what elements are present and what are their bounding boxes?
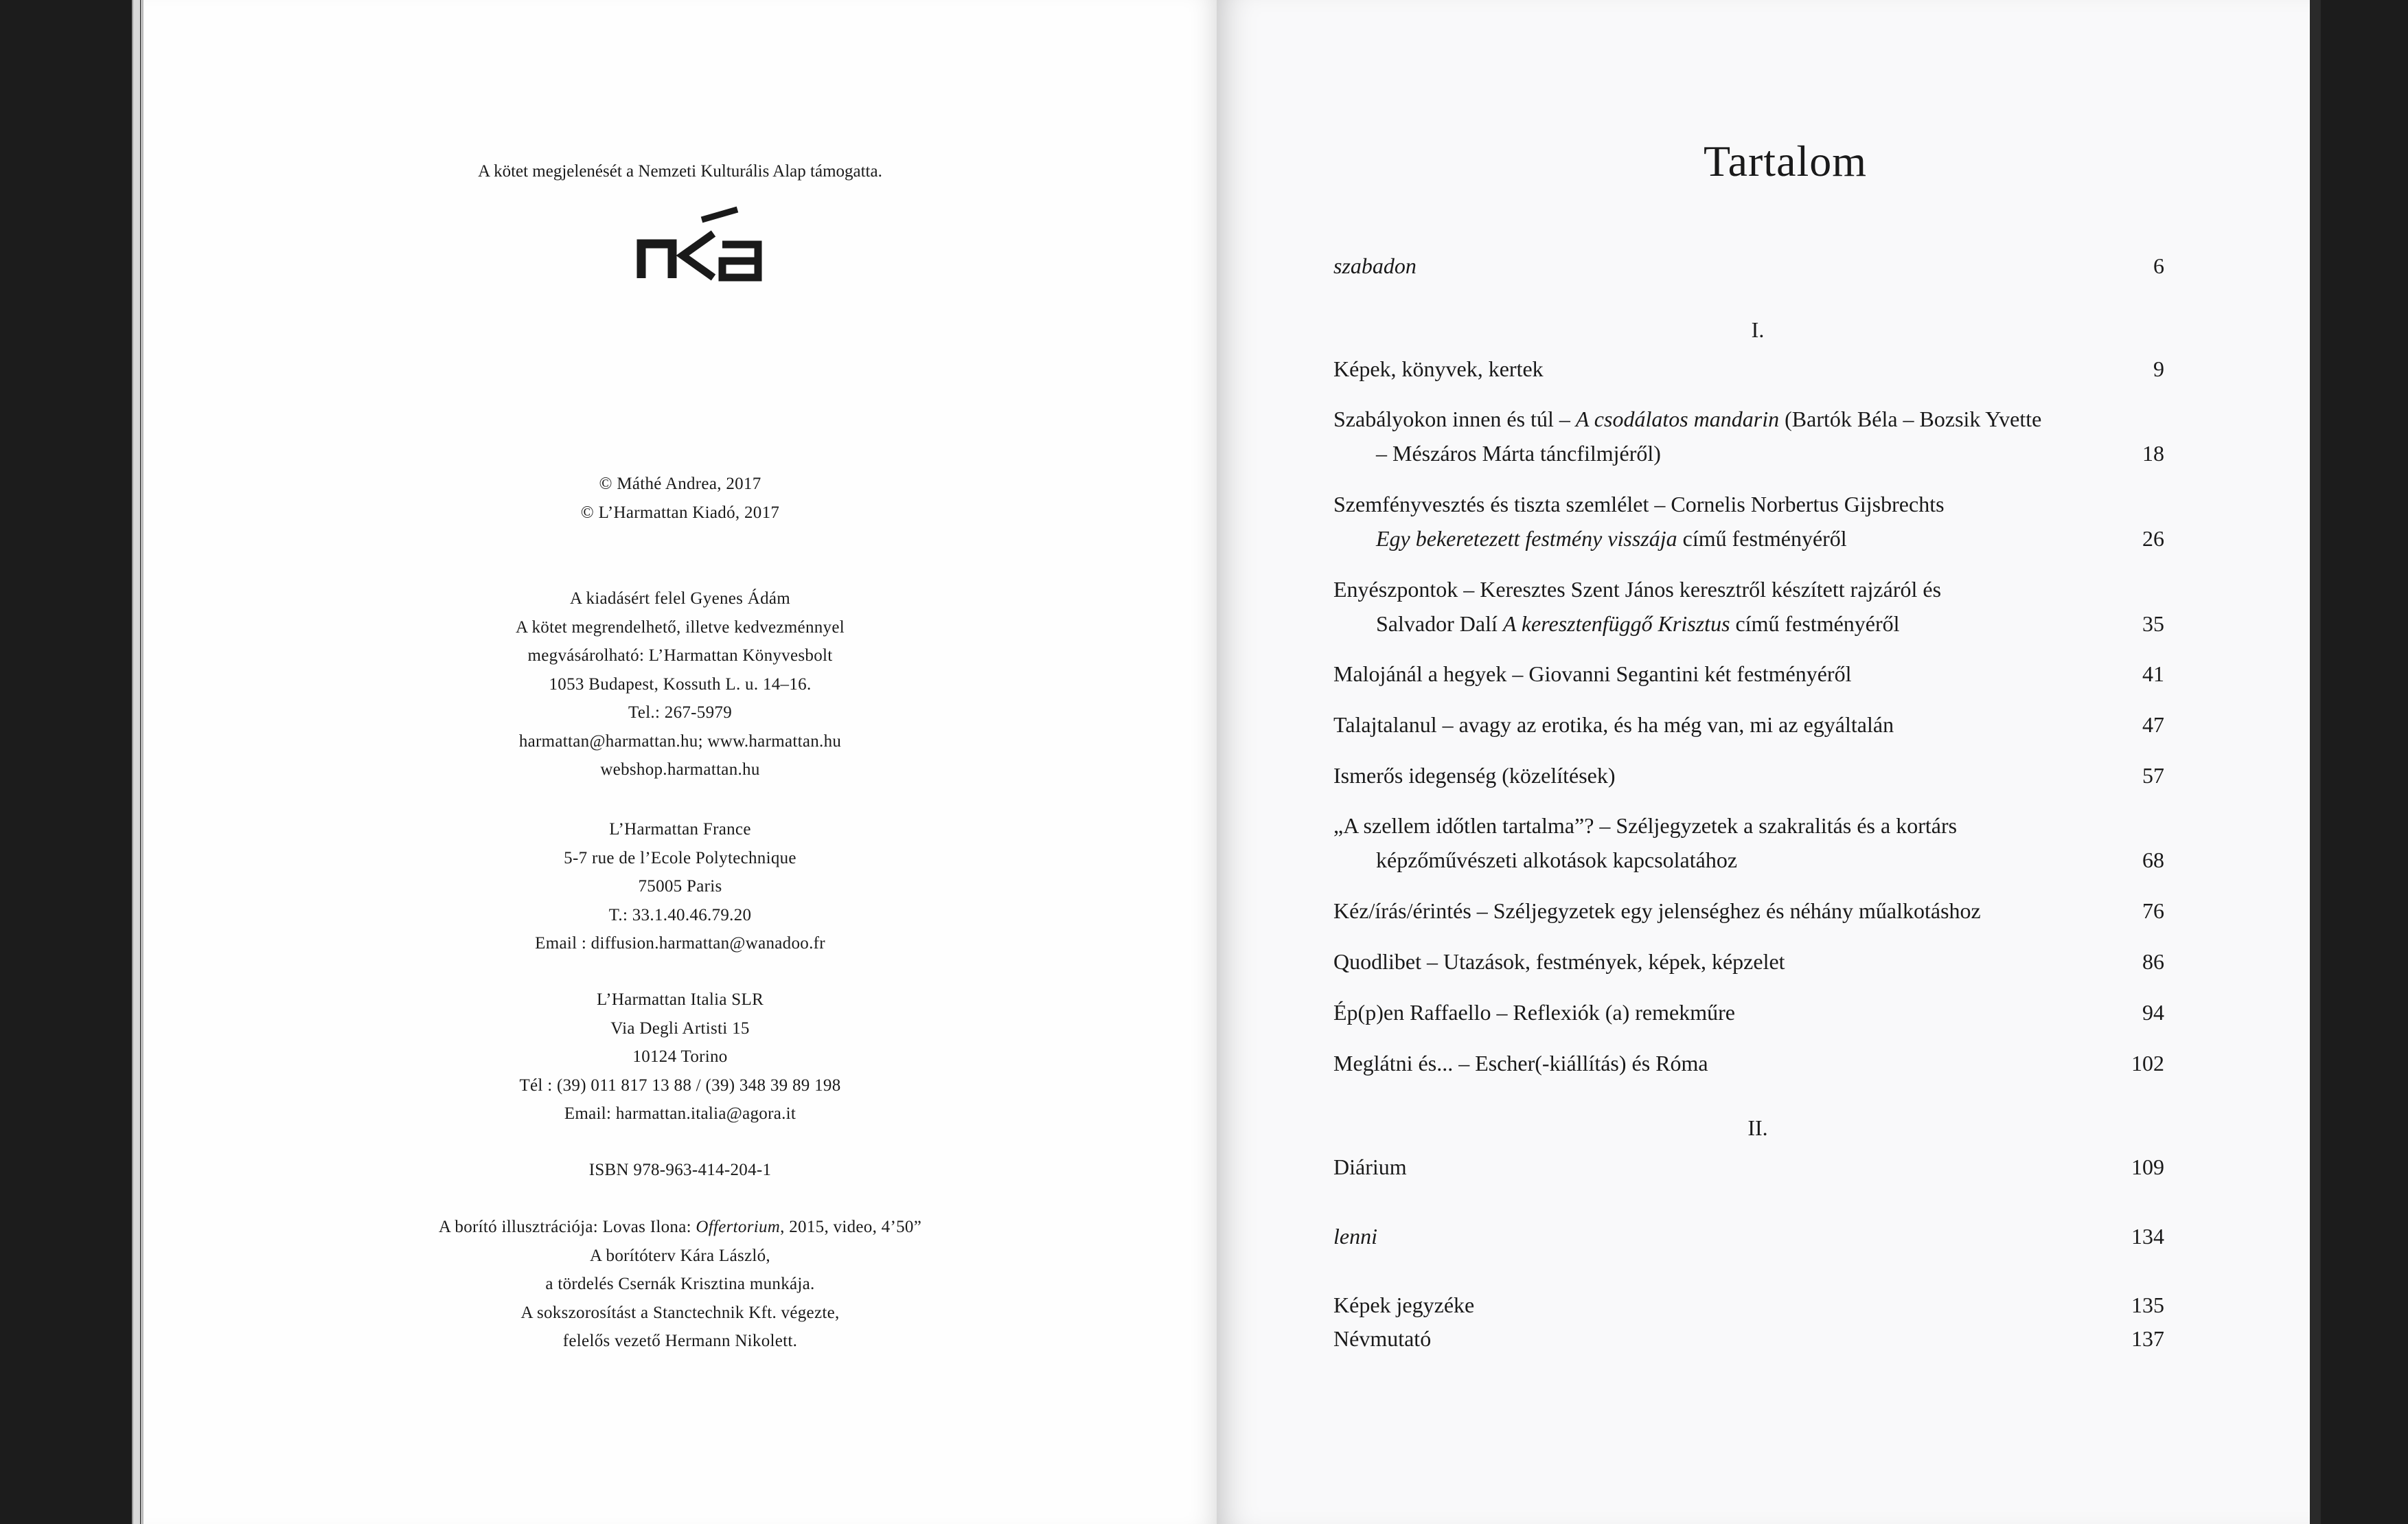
imprint-line: Via Degli Artisti 15	[610, 1019, 750, 1038]
imprint-line: A kiadásért felel Gyenes Ádám	[569, 589, 791, 608]
toc-page-number: 41	[2142, 661, 2164, 686]
toc-entry-title: Meglátni és... – Escher(-kiállítás) és Róma	[1333, 1051, 1708, 1076]
imprint-line: L’Harmattan Italia SLR	[596, 990, 764, 1009]
left-page	[141, 0, 1217, 1524]
toc-page-number: 102	[2131, 1051, 2164, 1076]
toc-page-number: 109	[2131, 1155, 2164, 1179]
toc-entry-title: Talajtalanul – avagy az erotika, és ha még van, mi az egyáltalán	[1333, 712, 1894, 737]
toc-page-number: 86	[2142, 949, 2164, 974]
imprint-line: harmattan@harmattan.hu; www.harmattan.hu	[518, 731, 842, 751]
toc-entry-title: képzőművészeti alkotások kapcsolatához	[1376, 848, 1738, 872]
page-title: Tartalom	[1703, 137, 1868, 185]
toc-entry-title: (Bartók Béla – Bozsik Yvette	[1779, 407, 2042, 431]
imprint-line: Tél : (39) 011 817 13 88 / (39) 348 39 89 198	[519, 1076, 841, 1095]
toc-entry-title: Képek jegyzéke	[1333, 1293, 1475, 1317]
imprint-line: T.: 33.1.40.46.79.20	[608, 905, 752, 924]
cover-credit-suffix: , 2015, video, 4’50”	[780, 1218, 922, 1236]
toc-page-number: 47	[2142, 712, 2164, 737]
cover-credit	[144, 1213, 1217, 1242]
toc-page-number: 35	[2142, 611, 2164, 636]
imprint-line: webshop.harmattan.hu	[600, 760, 760, 779]
toc-entry-title: Enyészpontok – Keresztes Szent János keresztről készített rajzáról és	[1333, 577, 1942, 602]
section-heading: I.	[1751, 317, 1765, 342]
toc-entry-title: Ép(p)en Raffaello – Reflexiók (a) remekműre	[1333, 1000, 1735, 1025]
toc-page-number: 18	[2142, 441, 2164, 466]
imprint-line: Tel.: 267-5979	[628, 703, 733, 722]
imprint-line: felelős vezető Hermann Nikolett.	[562, 1332, 798, 1350]
toc-entry-work: A csodálatos mandarin	[1575, 407, 1780, 431]
toc-page-number: 6	[2153, 253, 2164, 278]
imprint-line: A sokszorosítást a Stanctechnik Kft. végezte,	[520, 1303, 840, 1322]
toc-entry-title: Névmutató	[1333, 1326, 1432, 1351]
imprint-line: 1053 Budapest, Kossuth L. u. 14–16.	[549, 674, 812, 694]
imprint-line: Email: harmattan.italia@agora.it	[564, 1104, 796, 1123]
toc-page-number: 76	[2142, 898, 2164, 923]
toc-entry-title: Quodlibet – Utazások, festmények, képek, képzelet	[1333, 949, 1785, 974]
toc-entry-title: – Mészáros Márta táncfilmjéről)	[1376, 441, 1661, 466]
imprint-line: 75005 Paris	[638, 877, 722, 896]
toc-entry-title: című festményéről	[1677, 526, 1847, 551]
nka-logo	[634, 206, 772, 288]
cover-credit-title: Offertorium	[696, 1218, 781, 1236]
section-heading: II.	[1747, 1115, 1768, 1140]
isbn: ISBN 978-963-414-204-1	[588, 1161, 772, 1179]
cover-credit-prefix: A borító illusztrációja: Lovas Ilona:	[438, 1218, 696, 1236]
toc-entry-title: Salvador Dalí	[1376, 611, 1503, 636]
toc-entry-title: Malojánál a hegyek – Giovanni Segantini két festményéről	[1333, 661, 1852, 686]
toc-entry-title: lenni	[1333, 1224, 1377, 1249]
toc-entry-title: című festményéről	[1730, 611, 1900, 636]
toc-entry-title: Szemfényvesztés és tiszta szemlélet – Cornelis Norbertus Gijsbrechts	[1333, 492, 1945, 516]
toc-entry-title: Diárium	[1333, 1155, 1407, 1179]
toc-entry-title: Ismerős idegenség (közelítések)	[1333, 763, 1616, 788]
france-address-block	[144, 815, 1217, 958]
toc-page-number: 137	[2131, 1326, 2164, 1351]
imprint-line: L’Harmattan France	[609, 820, 751, 839]
copyright-block	[144, 470, 1217, 527]
toc-page-number: 9	[2153, 356, 2164, 381]
credits-block	[144, 1213, 1217, 1356]
toc-page-number: 94	[2142, 1000, 2164, 1025]
imprint-line: a tördelés Csernák Krisztina munkája.	[545, 1275, 815, 1293]
toc-page-number: 134	[2131, 1224, 2164, 1249]
page-edge-right	[2310, 0, 2321, 1524]
toc-entry-title: Kéz/írás/érintés – Széljegyzetek egy jelenséghez és néhány műalkotáshoz	[1333, 898, 1981, 923]
support-note: A kötet megjelenését a Nemzeti Kulturális Alap támogatta.	[478, 162, 882, 181]
imprint-line: 5-7 rue de l’Ecole Polytechnique	[564, 848, 796, 867]
toc-entry-work: Egy bekeretezett festmény visszája	[1376, 526, 1677, 551]
italia-address-block	[144, 986, 1217, 1128]
publisher-block	[144, 584, 1217, 784]
imprint-line: 10124 Torino	[632, 1047, 728, 1066]
imprint-line: A kötet megrendelhető, illetve kedvezménnyel	[515, 617, 845, 637]
copyright-line: © L’Harmattan Kiadó, 2017	[580, 503, 780, 522]
copyright-line: © Máthé Andrea, 2017	[599, 475, 761, 493]
toc-entry-title: Képek, könyvek, kertek	[1333, 356, 1544, 381]
toc-page-number: 68	[2142, 848, 2164, 872]
toc-page-number: 57	[2142, 763, 2164, 788]
toc-page-number: 26	[2142, 526, 2164, 551]
imprint-line: Email : diffusion.harmattan@wanadoo.fr	[535, 934, 825, 953]
imprint-line: megvásárolható: L’Harmattan Könyvesbolt	[527, 646, 833, 665]
imprint-line: A borítóterv Kára László,	[590, 1246, 770, 1265]
toc-entry-work: A keresztenfüggő Krisztus	[1502, 611, 1730, 636]
toc-page-number: 135	[2131, 1293, 2164, 1317]
toc-entry-title: szabadon	[1333, 253, 1417, 278]
toc-entry-title: Szabályokon innen és túl –	[1333, 407, 1576, 431]
toc-entry-title: „A szellem időtlen tartalma”? – Széljegyzetek a szakralitás és a kortárs	[1333, 813, 1958, 838]
page-edge-left	[132, 0, 140, 1524]
